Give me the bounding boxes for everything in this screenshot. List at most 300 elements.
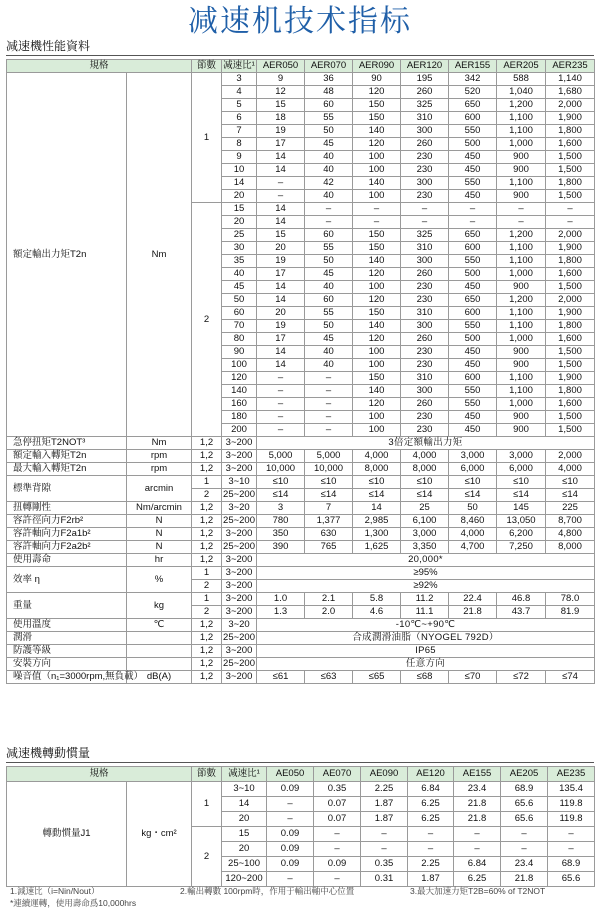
table-cell: 1,800 xyxy=(546,125,595,138)
table-cell: 1,900 xyxy=(546,372,595,385)
row-label: 轉動慣量J1 xyxy=(7,782,127,887)
unit-cell: ℃ xyxy=(127,619,192,632)
table-cell: 260 xyxy=(401,86,449,99)
table-cell: 150 xyxy=(353,372,401,385)
table-cell: 14 xyxy=(257,216,305,229)
table-cell: 6 xyxy=(222,112,257,125)
table-cell: 1,800 xyxy=(546,177,595,190)
table-cell: 300 xyxy=(401,385,449,398)
table-cell: 17 xyxy=(257,333,305,346)
table-cell: 100 xyxy=(353,164,401,177)
column-header: AE235 xyxy=(548,767,595,782)
table-cell: ≤14 xyxy=(257,489,305,502)
table-cell: 15 xyxy=(257,229,305,242)
column-header: AER050 xyxy=(257,60,305,73)
stage-cell: 2 xyxy=(192,606,222,619)
table-cell: – xyxy=(361,827,408,842)
table-cell: 342 xyxy=(449,73,497,86)
table-cell: 260 xyxy=(401,138,449,151)
table-cell: 1,000 xyxy=(497,138,546,151)
table-cell: 550 xyxy=(449,385,497,398)
table-cell: 1,900 xyxy=(546,112,595,125)
table-cell: 1,500 xyxy=(546,151,595,164)
table-cell: 2,985 xyxy=(353,515,401,528)
table-cell: 140 xyxy=(353,385,401,398)
table-cell: ≤10 xyxy=(449,476,497,489)
table-cell: 1,500 xyxy=(546,190,595,203)
table-row xyxy=(7,567,595,580)
table-cell: – xyxy=(497,216,546,229)
table-cell: 90 xyxy=(353,73,401,86)
unit-cell: Nm/arcmin xyxy=(127,502,192,515)
table-cell: 23.4 xyxy=(501,857,548,872)
table-cell: 3~200 xyxy=(222,528,257,541)
row-label: 額定輸入轉矩T2n xyxy=(7,450,127,463)
table-row xyxy=(7,528,595,541)
table-cell: 225 xyxy=(546,502,595,515)
table-cell: – xyxy=(408,827,454,842)
stage-cell: 1,2 xyxy=(192,671,222,684)
column-header: AER090 xyxy=(353,60,401,73)
table-cell: 4,800 xyxy=(546,528,595,541)
table-cell: – xyxy=(353,216,401,229)
table-cell: 35 xyxy=(222,255,257,268)
table-cell: 450 xyxy=(449,424,497,437)
table-cell: 30 xyxy=(222,242,257,255)
table-cell: 1,900 xyxy=(546,242,595,255)
table-cell: 450 xyxy=(449,411,497,424)
unit-cell: N xyxy=(127,528,192,541)
table-cell: – xyxy=(305,372,353,385)
table-cell: 1,680 xyxy=(546,86,595,99)
unit-cell: Nm xyxy=(127,73,192,437)
table-cell: ≤14 xyxy=(353,489,401,502)
table-cell: 40 xyxy=(305,151,353,164)
table-cell: 230 xyxy=(401,346,449,359)
table-cell: 6.25 xyxy=(408,797,454,812)
stage-cell: 1,2 xyxy=(192,515,222,528)
table-cell: 1,100 xyxy=(497,242,546,255)
table-cell: 0.07 xyxy=(314,812,361,827)
table-cell: 1,140 xyxy=(546,73,595,86)
table-cell: 120 xyxy=(353,138,401,151)
table-cell: 12 xyxy=(257,86,305,99)
table-cell: 4.6 xyxy=(353,606,401,619)
table-cell: 3 xyxy=(257,502,305,515)
table-cell: 3~20 xyxy=(222,619,257,632)
unit-cell: N xyxy=(127,541,192,554)
row-label: 潤滑 xyxy=(7,632,127,645)
stage-cell: 1,2 xyxy=(192,528,222,541)
table-cell: 21.8 xyxy=(449,606,497,619)
table-cell: – xyxy=(257,190,305,203)
table-cell: – xyxy=(454,827,501,842)
table-cell: 3~200 xyxy=(222,567,257,580)
table-cell: 600 xyxy=(449,307,497,320)
table-cell: ≤74 xyxy=(546,671,595,684)
table-cell: 100 xyxy=(353,190,401,203)
table-cell: 1,000 xyxy=(497,333,546,346)
table-cell: -10℃~+90℃ xyxy=(257,619,595,632)
table-cell: 200 xyxy=(222,424,257,437)
table-cell: 3~200 xyxy=(222,554,257,567)
table-cell: 1,200 xyxy=(497,229,546,242)
table-cell: 0.31 xyxy=(361,872,408,887)
table-cell: 25~100 xyxy=(222,857,267,872)
table-row xyxy=(7,437,595,450)
table-cell: – xyxy=(401,203,449,216)
table-cell: 1.87 xyxy=(361,812,408,827)
table-cell: 550 xyxy=(449,177,497,190)
stage-cell: 1,2 xyxy=(192,658,222,671)
table-cell: 42 xyxy=(305,177,353,190)
table-row xyxy=(7,658,595,671)
table-cell: 3,000 xyxy=(497,450,546,463)
table-cell: 8,700 xyxy=(546,515,595,528)
unit-cell: rpm xyxy=(127,450,192,463)
table-cell: 20,000* xyxy=(257,554,595,567)
table-cell: 100 xyxy=(353,411,401,424)
table-cell: ≤14 xyxy=(305,489,353,502)
table-cell: 650 xyxy=(449,294,497,307)
table-cell: 780 xyxy=(257,515,305,528)
table-row xyxy=(7,671,595,684)
table-cell: 230 xyxy=(401,294,449,307)
inertia-table xyxy=(6,766,595,887)
stage-cell: 2 xyxy=(192,203,222,437)
table-cell: 450 xyxy=(449,281,497,294)
table-cell: 450 xyxy=(449,346,497,359)
table-cell: – xyxy=(497,203,546,216)
table-cell: 14 xyxy=(257,151,305,164)
table-cell: 310 xyxy=(401,242,449,255)
table-cell: 120~200 xyxy=(222,872,267,887)
table-cell: 65.6 xyxy=(501,797,548,812)
table-cell: 50 xyxy=(305,255,353,268)
row-label: 使用溫度 xyxy=(7,619,127,632)
column-header: AE070 xyxy=(314,767,361,782)
table-cell: 6,200 xyxy=(497,528,546,541)
table-cell: 145 xyxy=(497,502,546,515)
table-cell: 500 xyxy=(449,138,497,151)
table-cell: ≤10 xyxy=(497,476,546,489)
table-cell: 14 xyxy=(353,502,401,515)
table-cell: 3 xyxy=(222,73,257,86)
table-cell: 9 xyxy=(257,73,305,86)
table-cell: – xyxy=(449,203,497,216)
table-cell: 550 xyxy=(449,255,497,268)
table-cell: 50 xyxy=(305,125,353,138)
table-cell: 550 xyxy=(449,398,497,411)
table-cell: 19 xyxy=(257,320,305,333)
table-cell: – xyxy=(401,216,449,229)
table-cell: 1,500 xyxy=(546,424,595,437)
table-cell: 4,700 xyxy=(449,541,497,554)
column-header: 减速比¹ xyxy=(223,60,255,71)
table-cell: 2,000 xyxy=(546,450,595,463)
footnote-ratio: 1.減速比（i=Nin/Nout） xyxy=(10,886,100,896)
table-cell: 3~200 xyxy=(222,671,257,684)
table-cell: 1,500 xyxy=(546,359,595,372)
row-label: 額定輸出力矩T2n xyxy=(7,73,127,437)
table-cell: ≥92% xyxy=(257,580,595,593)
unit-cell: % xyxy=(127,567,192,593)
table-cell: – xyxy=(501,827,548,842)
table-cell: – xyxy=(257,411,305,424)
table-row xyxy=(7,73,595,86)
stage-cell: 1,2 xyxy=(192,619,222,632)
table-cell: 4,000 xyxy=(449,528,497,541)
table-cell: 140 xyxy=(353,255,401,268)
table-cell: 3~200 xyxy=(222,580,257,593)
table-cell: 40 xyxy=(305,359,353,372)
table-cell: 120 xyxy=(222,372,257,385)
table-cell: – xyxy=(305,385,353,398)
row-label: 安裝方向 xyxy=(7,658,127,671)
table-cell: 14 xyxy=(257,164,305,177)
table-cell: 450 xyxy=(449,151,497,164)
table-cell: 9 xyxy=(222,151,257,164)
table-cell: 135.4 xyxy=(548,782,595,797)
table-cell: 119.8 xyxy=(548,797,595,812)
table-cell: 50 xyxy=(222,294,257,307)
column-header: AER155 xyxy=(449,60,497,73)
section-rule xyxy=(6,762,594,763)
table-cell: 90 xyxy=(222,346,257,359)
unit-cell: kg xyxy=(127,593,192,619)
table-cell: 100 xyxy=(353,151,401,164)
table-cell: 2.25 xyxy=(408,857,454,872)
table-cell: 0.09 xyxy=(267,842,314,857)
table-cell: 900 xyxy=(497,190,546,203)
table-cell: 520 xyxy=(449,86,497,99)
table-cell: 1.3 xyxy=(257,606,305,619)
stage-cell: 1,2 xyxy=(192,645,222,658)
table-cell: – xyxy=(408,842,454,857)
column-header: AE205 xyxy=(501,767,548,782)
table-cell: 765 xyxy=(305,541,353,554)
table-row xyxy=(7,593,595,606)
table-cell: 120 xyxy=(353,294,401,307)
table-cell: 310 xyxy=(401,372,449,385)
table-cell: 14 xyxy=(257,281,305,294)
table-cell: 0.09 xyxy=(267,827,314,842)
table-cell: 325 xyxy=(401,99,449,112)
footnote-accel-torque: 3.最大加速力矩T2B=60% of T2NOT xyxy=(410,886,546,896)
table-cell: 325 xyxy=(401,229,449,242)
table-cell: 1.0 xyxy=(257,593,305,606)
table-cell: 230 xyxy=(401,281,449,294)
table-cell: – xyxy=(267,812,314,827)
table-cell: 140 xyxy=(353,125,401,138)
table-cell: 0.09 xyxy=(314,857,361,872)
table-cell: 43.7 xyxy=(497,606,546,619)
row-label: 重量 xyxy=(7,593,127,619)
table-cell: 3~20 xyxy=(222,502,257,515)
stage-cell: 1,2 xyxy=(192,554,222,567)
stage-cell: 1,2 xyxy=(192,502,222,515)
table-cell: 15 xyxy=(222,827,267,842)
table-cell: 25 xyxy=(222,229,257,242)
table-cell: 50 xyxy=(449,502,497,515)
table-cell: 5,000 xyxy=(257,450,305,463)
table-cell: – xyxy=(454,842,501,857)
table-cell: 260 xyxy=(401,398,449,411)
stage-cell: 2 xyxy=(192,827,222,887)
table-cell: 550 xyxy=(449,125,497,138)
table-cell: 1,800 xyxy=(546,320,595,333)
table-cell: 230 xyxy=(401,359,449,372)
table-cell: 40 xyxy=(305,281,353,294)
table-cell: 120 xyxy=(353,86,401,99)
table-cell: 合成潤滑油脂（NYOGEL 792D） xyxy=(257,632,595,645)
table-cell: 450 xyxy=(449,164,497,177)
table-cell: 20 xyxy=(222,812,267,827)
table-cell: – xyxy=(305,203,353,216)
table-cell: – xyxy=(267,872,314,887)
table-cell: 300 xyxy=(401,255,449,268)
table-cell: 60 xyxy=(305,99,353,112)
table-cell: ≤68 xyxy=(401,671,449,684)
table-cell: 15 xyxy=(222,203,257,216)
table-cell: 2.25 xyxy=(361,782,408,797)
table-cell: ≤61 xyxy=(257,671,305,684)
table-cell: – xyxy=(257,177,305,190)
table-cell: – xyxy=(449,216,497,229)
unit-cell: Nm xyxy=(127,437,192,450)
table-cell: 6.25 xyxy=(408,812,454,827)
table-cell: 160 xyxy=(222,398,257,411)
table-cell: 310 xyxy=(401,307,449,320)
section-rule xyxy=(6,55,594,56)
row-label: 噪音值（n₁=3000rpm,無負載） xyxy=(7,671,127,684)
table-cell: 0.09 xyxy=(267,857,314,872)
column-header: AE050 xyxy=(267,767,314,782)
table-cell: 45 xyxy=(305,268,353,281)
unit-cell: kg・cm² xyxy=(127,782,192,887)
table-cell: 68.9 xyxy=(548,857,595,872)
table-cell: 1,200 xyxy=(497,294,546,307)
stage-cell: 1 xyxy=(192,567,222,580)
table-cell: 14 xyxy=(257,203,305,216)
table-cell: 2.1 xyxy=(305,593,353,606)
table-cell: 22.4 xyxy=(449,593,497,606)
table-cell: 20 xyxy=(222,216,257,229)
table-cell: 81.9 xyxy=(546,606,595,619)
table-cell: ≤14 xyxy=(401,489,449,502)
table-cell: 1,900 xyxy=(546,307,595,320)
table-cell: ≤10 xyxy=(305,476,353,489)
table-cell: 0.35 xyxy=(314,782,361,797)
stage-cell: 1 xyxy=(192,73,222,203)
table-cell: 19 xyxy=(257,125,305,138)
table-cell: 1.87 xyxy=(408,872,454,887)
table-cell: – xyxy=(361,842,408,857)
table-cell: 19 xyxy=(257,255,305,268)
table-cell: 25~200 xyxy=(223,489,255,500)
table-cell: 50 xyxy=(305,320,353,333)
table-cell: 1,100 xyxy=(497,307,546,320)
table-cell: 6,100 xyxy=(401,515,449,528)
table-cell: – xyxy=(305,398,353,411)
table-cell: 6,000 xyxy=(497,463,546,476)
stage-cell: 1 xyxy=(192,593,222,606)
table-cell: – xyxy=(548,842,595,857)
table-cell: 21.8 xyxy=(454,797,501,812)
table-cell: 600 xyxy=(449,242,497,255)
table-cell: 45 xyxy=(305,333,353,346)
table-row xyxy=(7,450,595,463)
table-cell: 150 xyxy=(353,112,401,125)
table-cell: 390 xyxy=(257,541,305,554)
table-row xyxy=(7,463,595,476)
stage-cell: 1 xyxy=(192,476,222,489)
table-cell: – xyxy=(548,827,595,842)
table-row xyxy=(7,632,595,645)
table-cell: 21.8 xyxy=(454,812,501,827)
table-cell: 40 xyxy=(305,346,353,359)
table-cell: 60 xyxy=(305,294,353,307)
table-cell: 300 xyxy=(401,125,449,138)
table-cell: 0.35 xyxy=(361,857,408,872)
table-cell: – xyxy=(257,424,305,437)
table-row xyxy=(7,515,595,528)
table-cell: 40 xyxy=(305,164,353,177)
table-cell: – xyxy=(305,411,353,424)
stage-cell: 1,2 xyxy=(192,632,222,645)
table-cell: 230 xyxy=(401,164,449,177)
table-cell: 65.6 xyxy=(501,812,548,827)
table-cell: 119.8 xyxy=(548,812,595,827)
table-cell: 3~200 xyxy=(222,450,257,463)
unit-cell xyxy=(127,632,192,645)
table-cell: 8,000 xyxy=(546,541,595,554)
table-cell: 1,500 xyxy=(546,411,595,424)
table-cell: 650 xyxy=(449,99,497,112)
table-cell: 150 xyxy=(353,242,401,255)
table-cell: 40 xyxy=(305,190,353,203)
table-cell: 3~200 xyxy=(222,645,257,658)
table-cell: 7 xyxy=(305,502,353,515)
table-cell: 4,000 xyxy=(546,463,595,476)
table-cell: 900 xyxy=(497,281,546,294)
table-row xyxy=(7,502,595,515)
table-cell: 8 xyxy=(222,138,257,151)
unit-cell: hr xyxy=(127,554,192,567)
table-cell: 2,000 xyxy=(546,294,595,307)
table-cell: 17 xyxy=(257,138,305,151)
column-header: 節數 xyxy=(192,60,222,73)
table-cell: 150 xyxy=(353,99,401,112)
table-cell: 36 xyxy=(305,73,353,86)
table-cell: 10,000 xyxy=(305,463,353,476)
page-title: 减速机技术指标 xyxy=(188,4,412,39)
table-cell: 120 xyxy=(353,398,401,411)
unit-cell: rpm xyxy=(127,463,192,476)
table-cell: 68.9 xyxy=(501,782,548,797)
table-cell: 10 xyxy=(222,164,257,177)
table-cell: 120 xyxy=(353,333,401,346)
stage-cell: 2 xyxy=(192,489,222,502)
column-header: 减速比¹ xyxy=(222,767,267,782)
stage-cell: 1 xyxy=(192,782,222,827)
table-cell: 20 xyxy=(257,307,305,320)
table-cell: 2.0 xyxy=(305,606,353,619)
table-cell: 60 xyxy=(222,307,257,320)
table-cell: 55 xyxy=(305,307,353,320)
table-cell: 14 xyxy=(222,797,267,812)
table-cell: 11.2 xyxy=(401,593,449,606)
